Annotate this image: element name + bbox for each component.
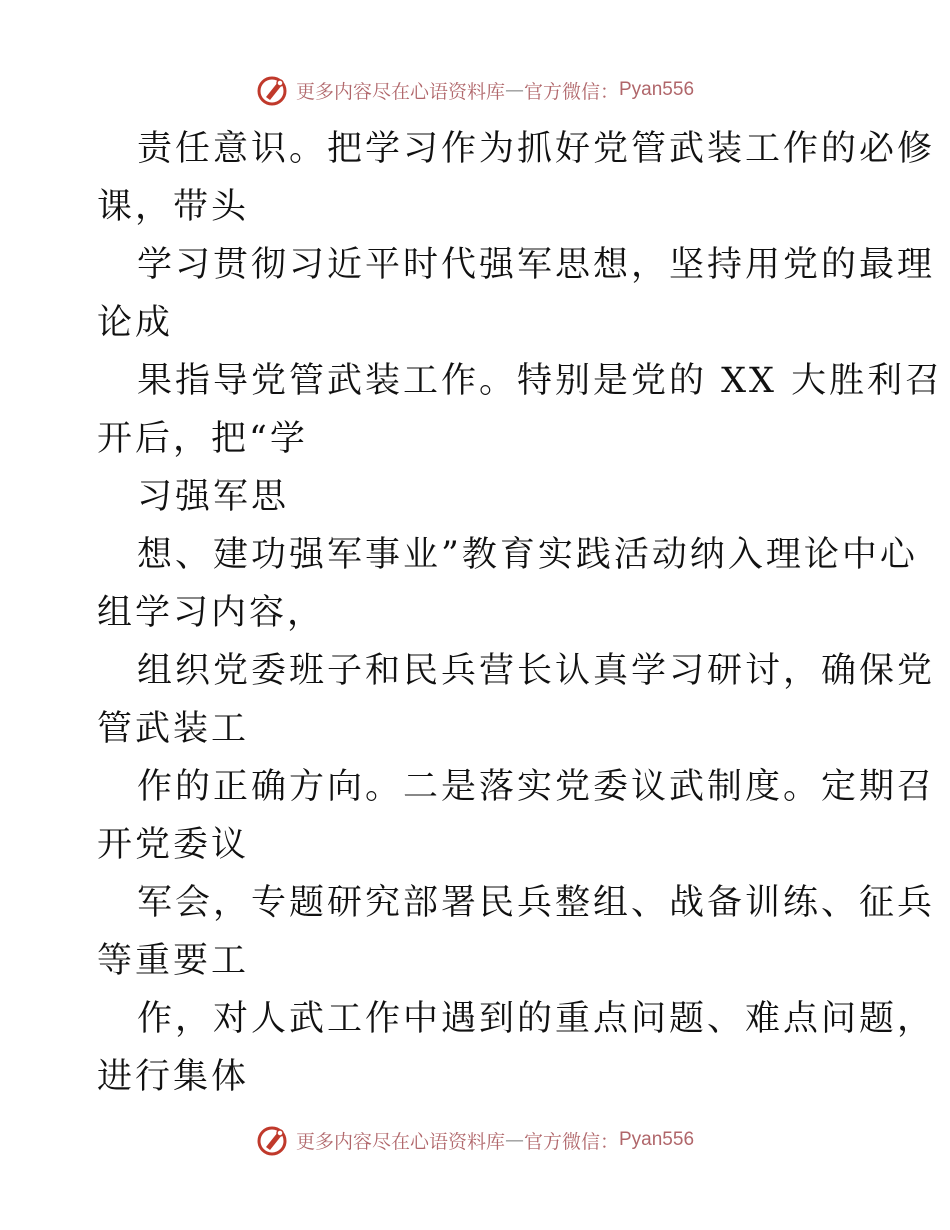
- header-contact-label: 官方微信：: [523, 80, 619, 103]
- body-line: 管武装工: [97, 709, 250, 749]
- body-line: 习强军思: [137, 477, 290, 517]
- body-line: 责任意识。把学习作为抓好党管武装工作的必修: [137, 129, 936, 169]
- body-line: 学习贯彻习近平时代强军思想，坚持用党的最理: [137, 245, 936, 285]
- body-line: 想、建功强军事业”教育实践活动纳入理论中心: [137, 535, 918, 575]
- header-dash: —: [504, 79, 524, 101]
- body-line: 开党委议: [97, 825, 250, 865]
- document-body: [97, 120, 944, 1106]
- body-line: 军会，专题研究部署民兵整组、战备训练、征兵: [137, 883, 936, 923]
- footer-contact-label: 官方微信：: [523, 1130, 619, 1153]
- body-line: 组织党委班子和民兵营长认真学习研讨，确保党: [137, 651, 936, 691]
- body-line: 等重要工: [97, 941, 250, 981]
- body-line: 作，对人武工作中遇到的重点问题、难点问题，: [137, 999, 936, 1039]
- footer-dash: —: [504, 1129, 524, 1151]
- body-line: 论成: [97, 303, 174, 343]
- body-line: 作的正确方向。二是落实党委议武制度。定期召: [137, 767, 936, 807]
- body-line: 课，带头: [97, 187, 250, 227]
- footer-brand: 更多内容尽在心语资料库: [295, 1130, 505, 1153]
- header-banner: [0, 70, 950, 110]
- footer-contact-id: Pyan556: [619, 1129, 695, 1150]
- body-line: 组学习内容，: [97, 593, 326, 633]
- footer-banner: [0, 1120, 950, 1160]
- header-brand: 更多内容尽在心语资料库: [295, 80, 505, 103]
- body-line: 开后，把“学: [97, 419, 308, 459]
- header-contact-id: Pyan556: [619, 79, 695, 100]
- pen-nib-circle-icon: [256, 1123, 290, 1157]
- body-line: 果指导党管武装工作。特别是党的 XX 大胜利召: [137, 361, 944, 401]
- body-line: 进行集体: [97, 1057, 250, 1097]
- pen-nib-circle-icon: [256, 73, 290, 107]
